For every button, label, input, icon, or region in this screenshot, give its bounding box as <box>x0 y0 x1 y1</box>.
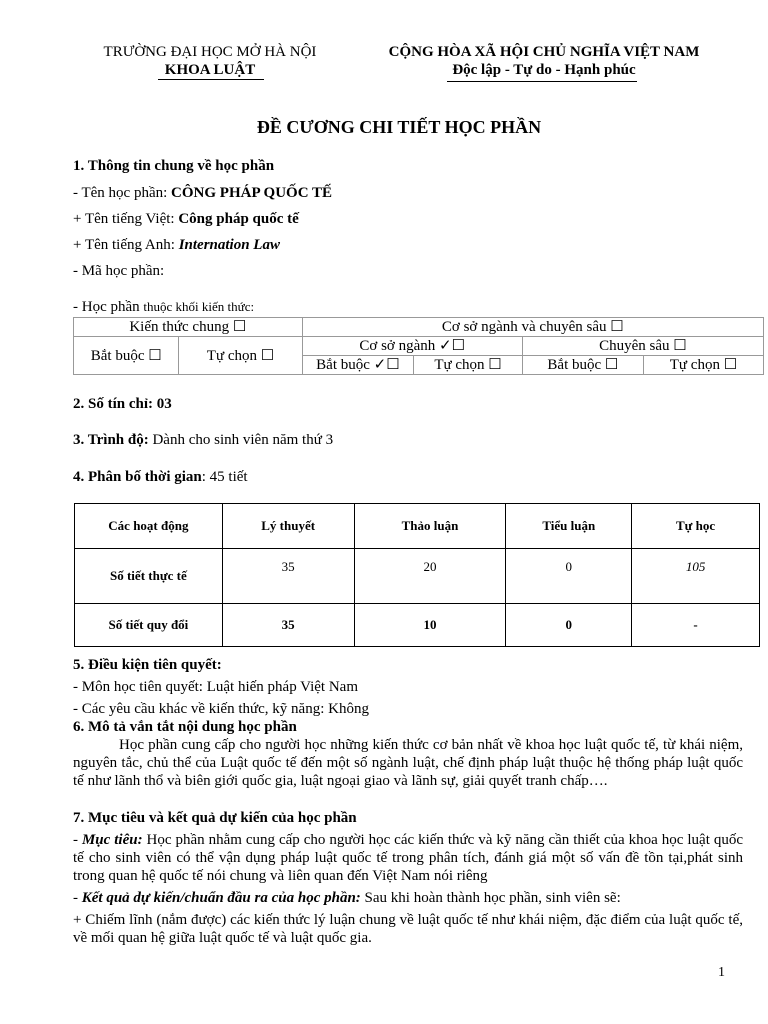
outcome-body: Sau khi hoàn thành học phần, sinh viên sẽ: <box>360 890 621 906</box>
table-cell: 0 <box>506 549 632 604</box>
vn-name-label: + Tên tiếng Việt: <box>73 211 179 227</box>
page-number: 1 <box>718 965 725 980</box>
en-name-line <box>73 236 280 254</box>
section3-value: Dành cho sinh viên năm thứ 3 <box>148 432 334 448</box>
section7-heading: 7. Mục tiêu và kết quả dự kiến của học phần <box>73 810 357 826</box>
base-required-cell[interactable]: Bắt buộc ✓☐ <box>302 356 414 375</box>
section3-label: 3. Trình độ: <box>73 432 149 448</box>
document-title: ĐỀ CƯƠNG CHI TIẾT HỌC PHẦN <box>256 117 542 137</box>
knowledge-block-label-a: - Học phần <box>73 299 144 315</box>
prerequisite-line: - Môn học tiên quyết: Luật hiến pháp Việt Nam <box>73 679 359 695</box>
course-name-label: - Tên học phần: <box>73 185 172 201</box>
goal-label: Mục tiêu: <box>81 832 143 848</box>
table-row <box>75 604 760 647</box>
section4-line <box>73 468 248 486</box>
table-cell: 20 <box>354 549 506 604</box>
row-label-cell: Số tiết quy đổi <box>75 604 223 647</box>
table-cell: 0 <box>506 604 632 647</box>
course-description: Học phần cung cấp cho người học những kiến thức cơ bản nhất về khoa học luật quốc tế, từ khái niệm, nguyên tắc, chủ thể của Luật quốc tế đến một số ngành luật, chế định pháp luật thuộc hệ thống pháp luật quốc tế như lãnh thổ và biên giới quốc gia, luật ngoại giao và lãnh sự, giải quyết tranh chấp…. <box>73 737 743 789</box>
outcome-point-1: + Chiếm lĩnh (nắm được) các kiến thức lý luận chung về luật quốc tế như khái niệm, đặc điểm của luật quốc tế, về mối quan hệ giữa luật quốc tế và luật quốc gia. <box>73 912 743 946</box>
table-cell: 35 <box>222 549 354 604</box>
header-cell: Tự học <box>632 504 760 549</box>
other-requirements-line: - Các yêu cầu khác về kiến thức, kỹ năng: Không <box>73 701 369 717</box>
knowledge-block-label-b: thuộc khối kiến thức: <box>143 299 255 314</box>
university-header <box>100 43 320 79</box>
faculty-underline <box>158 79 264 80</box>
vn-name-line <box>73 210 299 228</box>
specialized-knowledge-cell[interactable]: Cơ sở ngành và chuyên sâu ☐ <box>302 318 763 337</box>
section4-value: : 45 tiết <box>201 469 248 485</box>
header-cell: Thảo luận <box>354 504 506 549</box>
motto-line: Độc lập - Tự do - Hạnh phúc <box>452 62 636 78</box>
outcome-label: Kết quả dự kiến/chuẩn đầu ra của học phần: <box>81 890 361 906</box>
table-cell: 105 <box>632 549 760 604</box>
section4-label: 4. Phân bố thời gian <box>73 469 202 485</box>
knowledge-block-line <box>73 298 254 316</box>
header-cell: Lý thuyết <box>222 504 354 549</box>
table-cell: 10 <box>354 604 506 647</box>
university-name: TRƯỜNG ĐẠI HỌC MỞ HÀ NỘI <box>103 44 317 60</box>
section1-heading: 1. Thông tin chung về học phần <box>73 158 275 174</box>
goal-paragraph: - Mục tiêu: Học phần nhằm cung cấp cho người học các kiến thức và kỹ năng cần thiết của khoa học luật quốc tế cho sinh viên có thể vận dụng pháp luật quốc tế trong phân tích, đánh giá một số vấn đề tồn tại,phát sinh trong quan hệ quốc tế nói chung và liên quan đến Việt Nam nói riêng <box>73 832 743 884</box>
course-name-line <box>73 184 332 202</box>
section5-heading: 5. Điều kiện tiên quyết: <box>73 657 222 673</box>
knowledge-block-table <box>73 317 764 375</box>
table-cell: - <box>632 604 760 647</box>
section3-line <box>73 431 333 449</box>
course-name-value: CÔNG PHÁP QUỐC TẾ <box>171 185 333 201</box>
deep-elective-cell[interactable]: Tự chọn ☐ <box>643 356 763 375</box>
goal-body: Học phần nhằm cung cấp cho người học các kiến thức và kỹ năng cần thiết của khoa học luật quốc tế cho sinh viên có thể vận dụng pháp luật quốc tế trong phân tích, đánh giá một số vấn đề tồn tại,phát sinh trong quan hệ quốc tế nói chung và liên quan đến Việt Nam nói riêng <box>73 832 743 884</box>
outcome-line: - Kết quả dự kiến/chuẩn đầu ra của học phần: Sau khi hoàn thành học phần, sinh viên sẽ: <box>73 890 621 906</box>
table-header-row <box>75 504 760 549</box>
header-cell: Tiểu luận <box>506 504 632 549</box>
en-name-value: Internation Law <box>178 237 280 253</box>
deep-required-cell[interactable]: Bắt buộc ☐ <box>522 356 643 375</box>
deep-knowledge-cell[interactable]: Chuyên sâu ☐ <box>522 337 763 356</box>
en-name-label: + Tên tiếng Anh: <box>73 237 179 253</box>
row-label-cell: Số tiết thực tế <box>75 549 223 604</box>
republic-name: CỘNG HÒA XÃ HỘI CHỦ NGHĨA VIỆT NAM <box>388 44 700 60</box>
table-cell: 35 <box>222 604 354 647</box>
motto-underline <box>447 81 637 82</box>
faculty-name: KHOA LUẬT <box>164 62 256 78</box>
base-elective-cell[interactable]: Tự chọn ☐ <box>414 356 523 375</box>
section2-heading: 2. Số tín chỉ: 03 <box>73 396 172 412</box>
course-code-label: - Mã học phần: <box>73 263 165 279</box>
table-row <box>75 549 760 604</box>
base-knowledge-cell[interactable]: Cơ sở ngành ✓☐ <box>302 337 522 356</box>
general-knowledge-cell[interactable]: Kiến thức chung ☐ <box>74 318 303 337</box>
time-allocation-table <box>74 503 760 647</box>
general-required-cell[interactable]: Bắt buộc ☐ <box>74 337 179 375</box>
section6-heading: 6. Mô tả vắn tắt nội dung học phần <box>73 719 297 735</box>
national-motto <box>376 43 712 79</box>
vn-name-value: Công pháp quốc tế <box>178 211 299 227</box>
general-elective-cell[interactable]: Tự chọn ☐ <box>179 337 302 375</box>
header-cell: Các hoạt động <box>75 504 223 549</box>
